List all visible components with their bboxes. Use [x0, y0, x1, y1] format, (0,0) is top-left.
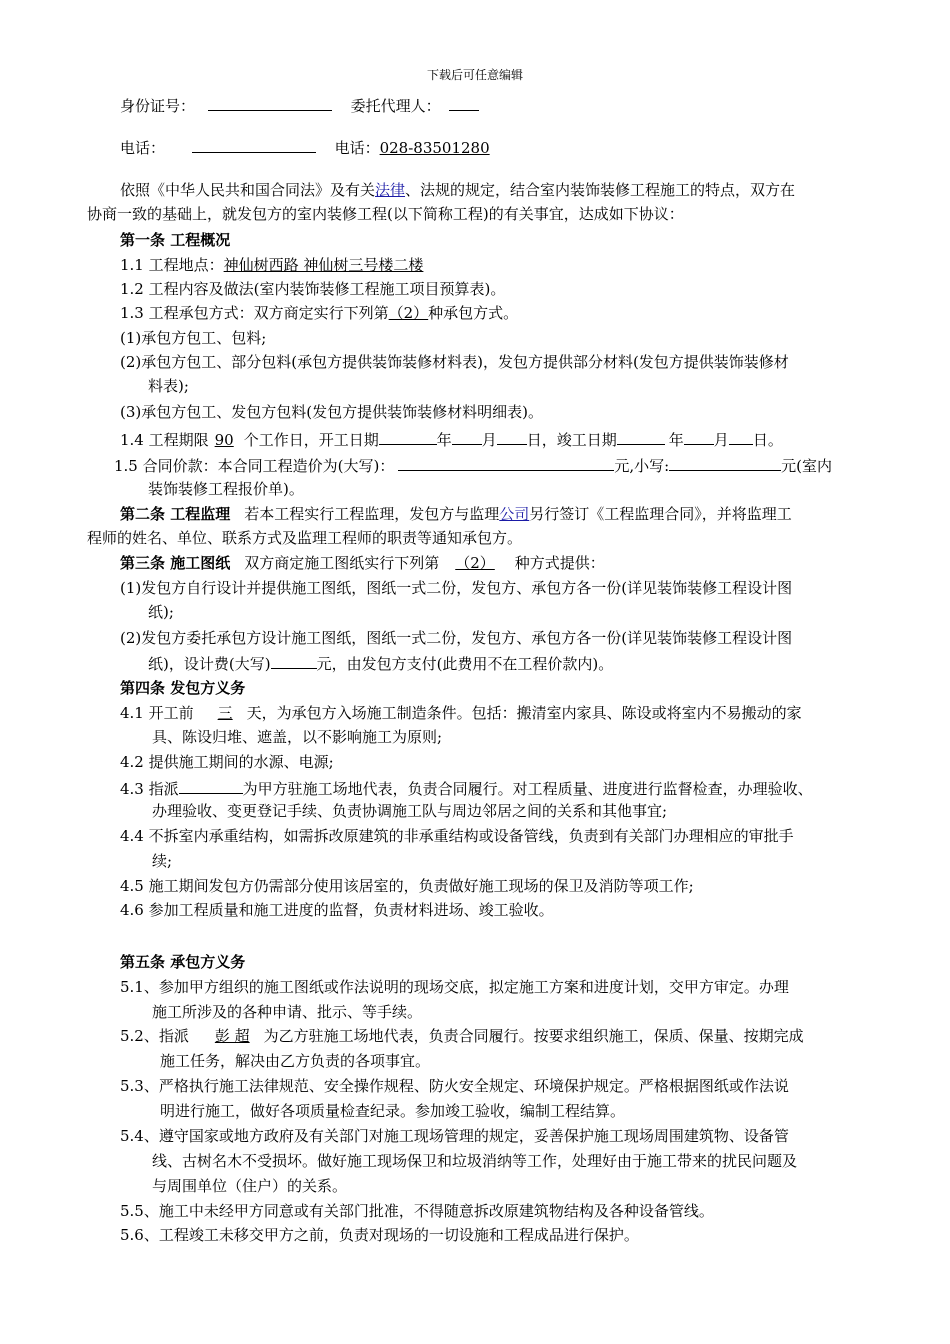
- id-label: 身份证号：: [120, 97, 196, 115]
- site-label: 1.1 工程地点：: [120, 256, 224, 274]
- article-5-6: 5.6、工程竣工未移交甲方之前，负责对现场的一切设施和工程成品进行保护。: [120, 1226, 639, 1244]
- article-5-3-line-2: 明进行施工，做好各项质量检查纪录。参加竣工验收，编制工程结算。: [160, 1102, 626, 1120]
- article-4-5: 4.5 施工期间发包方仍需部分使用该居室的，负责做好施工现场的保卫及消防等项工作;: [120, 877, 694, 895]
- company-link[interactable]: 公司: [499, 505, 530, 523]
- option-3: (3)承包方包工、发包方包料(发包方提供装饰装修材料明细表)。: [120, 403, 543, 421]
- article-1-title: 第一条 工程概况: [120, 231, 231, 249]
- article-5-title: 第五条 承包方义务: [120, 953, 246, 971]
- law-link[interactable]: 法律: [375, 181, 406, 199]
- end-year-blank[interactable]: [617, 426, 665, 445]
- contractor-rep-name: 彭 超: [214, 1027, 250, 1045]
- article-2-title: 第二条 工程监理: [120, 505, 231, 523]
- article-1-5-line-2: 装饰装修工程报价单)。: [148, 480, 304, 498]
- prep-days-value: 三: [217, 704, 233, 722]
- article-5-5: 5.5、施工中未经甲方同意或有关部门批准，不得随意拆改原建筑物结构及各种设备管线。: [120, 1202, 714, 1220]
- article-5-3-line-1: 5.3、严格执行施工法律规范、安全操作规程、防火安全规定、环境保护规定。严格根据图纸或作法说: [120, 1077, 789, 1095]
- price-figure-blank[interactable]: [669, 452, 781, 471]
- option-1: (1)承包方包工、包料;: [120, 329, 267, 347]
- article-3-option-2-line-1: (2)发包方委托承包方设计施工图纸，图纸一式二份，发包方、承包方各一份(详见装饰装修工程设计图: [120, 629, 793, 647]
- article-4-4-line-2: 续;: [152, 852, 173, 870]
- design-fee-blank[interactable]: [271, 650, 317, 669]
- intro-line-1: [120, 178, 795, 202]
- period-label: 1.4 工程期限: [120, 431, 209, 449]
- article-3-text-b: 种方式提供：: [514, 554, 605, 572]
- article-1-1: [120, 253, 423, 277]
- article-5-2-line-2: 施工任务，解决由乙方负责的各项事宜。: [160, 1052, 431, 1070]
- end-day-label: 日。: [752, 431, 783, 449]
- price-label: 1.5 合同价款：本合同工程造价为(大写)：: [114, 457, 395, 475]
- client-rep-text: 为甲方驻施工场地代表，负责合同履行。对工程质量、进度进行监督检查，办理验收、: [242, 780, 813, 798]
- id-blank[interactable]: [208, 92, 332, 111]
- article-5-2: [120, 1024, 804, 1048]
- end-date-label: 日，竣工日期: [526, 431, 617, 449]
- article-4-1-line-2: 具、陈设归堆、遮盖，以不影响施工为原则;: [152, 728, 443, 746]
- id-row: [120, 92, 479, 118]
- article-2: [120, 502, 792, 526]
- end-year-label: 年: [668, 431, 684, 449]
- phone-label-left: 电话：: [120, 139, 166, 157]
- site-value: 神仙树西路 神仙树三号楼二楼: [223, 256, 424, 274]
- agent-blank[interactable]: [449, 92, 479, 111]
- article-3-option-2-line-2: [148, 650, 613, 676]
- article-4-2: 4.2 提供施工期间的水源、电源;: [120, 753, 334, 771]
- start-month-label: 月: [481, 431, 497, 449]
- client-rep-blank[interactable]: [179, 775, 243, 794]
- contractor-rep-label: 5.2、指派: [120, 1027, 189, 1045]
- end-month-blank[interactable]: [684, 426, 714, 445]
- article-4-3-line-2: 办理验收、变更登记手续、负责协调施工队与周边邻居之间的关系和其他事宜;: [152, 802, 668, 820]
- price-figure-label: 元,小写:: [614, 457, 670, 475]
- start-year-label: 年: [436, 431, 452, 449]
- price-words-blank[interactable]: [398, 452, 614, 471]
- design-fee-suffix: 元，由发包方支付(此费用不在工程价款内)。: [316, 655, 614, 673]
- phone-blank[interactable]: [192, 134, 316, 153]
- contractor-rep-text: 为乙方驻施工场地代表，负责合同履行。按要求组织施工，保质、保量、按期完成: [263, 1027, 804, 1045]
- article-4-title: 第四条 发包方义务: [120, 679, 246, 697]
- article-1-3: [120, 301, 518, 325]
- article-5-1-line-1: 5.1、参加甲方组织的施工图纸或作法说明的现场交底，拟定施工方案和进度计划，交甲方审定。办理: [120, 978, 789, 996]
- intro-text-a: 依照《中华人民共和国合同法》及有关: [120, 181, 376, 199]
- drawing-mode-value: （2）: [455, 554, 495, 572]
- article-4-4-line-1: 4.4 不拆室内承重结构，如需拆改原建筑的非承重结构或设备管线，负责到有关部门办理相应的审批手: [120, 827, 794, 845]
- period-days: 90: [214, 431, 234, 449]
- contract-mode-value: （2）: [388, 304, 429, 322]
- article-1-5: [114, 452, 832, 478]
- article-4-3: [120, 775, 813, 801]
- phone-label-right: 电话：: [334, 139, 380, 157]
- price-suffix: 元(室内: [781, 457, 833, 475]
- intro-text-b: 、法规的规定，结合室内装饰装修工程施工的特点，双方在: [405, 181, 796, 199]
- article-1-2: 1.2 工程内容及做法(室内装饰装修工程施工项目预算表)。: [120, 280, 506, 298]
- intro-line-2: 协商一致的基础上，就发包方的室内装修工程(以下简称工程)的有关事宜，达成如下协议：: [87, 205, 684, 223]
- phone-number: 028-83501280: [379, 139, 490, 157]
- article-5-4-line-1: 5.4、遵守国家或地方政府及有关部门对施工现场管理的规定，妥善保护施工现场周围建筑物、设备管: [120, 1127, 789, 1145]
- start-month-blank[interactable]: [452, 426, 482, 445]
- article-3-title: 第三条 施工图纸: [120, 554, 231, 572]
- article-2-text-a: 若本工程实行工程监理，发包方与监理: [244, 505, 500, 523]
- article-2-line-2: 程师的姓名、单位、联系方式及监理工程师的职责等通知承包方。: [87, 529, 523, 547]
- article-3-option-1-line-2: 纸);: [148, 603, 174, 621]
- article-3-text-a: 双方商定施工图纸实行下列第: [244, 554, 440, 572]
- article-4-1: [120, 701, 802, 725]
- header-note: 下载后可任意编辑: [426, 68, 523, 82]
- option-2-line-1: (2)承包方包工、部分包料(承包方提供装饰装修材料表)，发包方提供部分材料(发包方提供装饰装修材: [120, 353, 789, 371]
- start-date-label: 个工作日，开工日期: [243, 431, 379, 449]
- prep-days-text: 天，为承包方入场施工制造条件。包括：搬清室内家具、陈设或将室内不易搬动的家: [246, 704, 802, 722]
- end-month-label: 月: [713, 431, 729, 449]
- article-2-text-b: 另行签订《工程监理合同》，并将监理工: [529, 505, 792, 523]
- article-3: [120, 551, 605, 575]
- phone-row: [120, 134, 490, 160]
- start-day-blank[interactable]: [497, 426, 527, 445]
- client-rep-label: 4.3 指派: [120, 780, 179, 798]
- option-2-line-2: 料表);: [148, 377, 189, 395]
- article-4-6: 4.6 参加工程质量和施工进度的监督，负责材料进场、竣工验收。: [120, 901, 554, 919]
- contract-mode-label: 1.3 工程承包方式：双方商定实行下列第: [120, 304, 389, 322]
- agent-label: 委托代理人：: [350, 97, 441, 115]
- article-3-option-1-line-1: (1)发包方自行设计并提供施工图纸，图纸一式二份，发包方、承包方各一份(详见装饰装修工程设计图: [120, 579, 793, 597]
- design-fee-label: 纸)，设计费(大写): [148, 655, 271, 673]
- article-1-4: [120, 426, 783, 452]
- article-5-4-line-3: 与周围单位（住户）的关系。: [152, 1177, 348, 1195]
- article-5-1-line-2: 施工所涉及的各种申请、批示、等手续。: [152, 1003, 423, 1021]
- prep-days-label: 4.1 开工前: [120, 704, 194, 722]
- end-day-blank[interactable]: [729, 426, 753, 445]
- article-5-4-line-2: 线、古树名木不受损坏。做好施工现场保卫和垃圾消纳等工作，处理好由于施工带来的扰民问题及: [152, 1152, 798, 1170]
- contract-mode-suffix: 种承包方式。: [428, 304, 519, 322]
- start-year-blank[interactable]: [379, 426, 437, 445]
